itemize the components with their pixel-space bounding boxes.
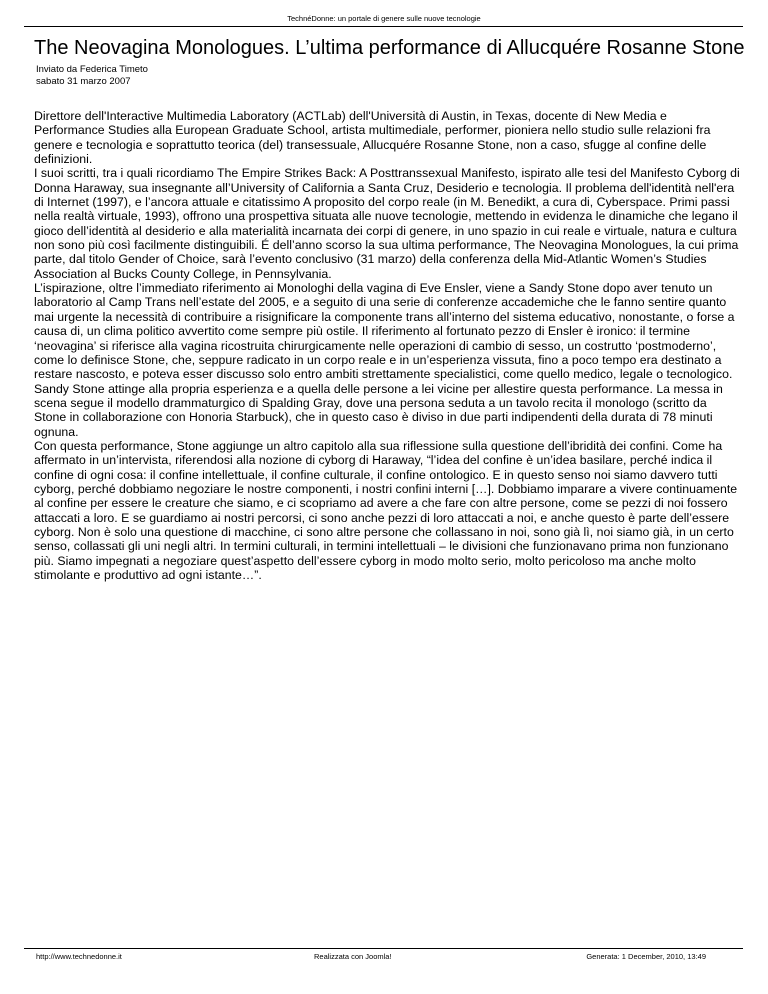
article-paragraph: Con questa performance, Stone aggiunge un altro capitolo alla sua riflessione sulla questione dell’ibridità dei confini. Come ha affermato in un’intervista, riferendosi alla nozione di cyborg di Haraway, “l’idea del confine è un’idea basilare, perché indica il confine di ogni cosa: il confine intellettuale, il confine culturale, il confine ontologico. E in questo senso noi siamo davvero tutti cyborg, perché dobbiamo negoziare le nostre componenti, i nostri confini interni […]. Dobbiamo imparare a vivere continuamente al confine per essere le creature che siamo, e ci scopriamo ad avere a che fare con altre persone, come se pezzi di noi fossero attaccati a loro. E se guardiamo ai nostri percorsi, ci sono anche pezzi di loro attaccati a noi, e anche questo è parte dell’essere cyborg. Non è solo una questione di macchine, ci sono altre persone che collassano in noi, sono già lì, noi siamo già, in un certo senso, collassati gli uni negli altri. In termini culturali, in termini intellettuali – le divisioni che funzionavano prima non funzionano più. Siamo impegnati a negoziare quest’aspetto dell’essere cyborg in modo molto serio, molto pericoloso ma anche molto stimolante e produttivo ad ogni istante…”. — [34, 438, 738, 582]
footer-credit: Realizzata con Joomla! — [314, 952, 392, 961]
article-body — [34, 109, 740, 582]
article-date: sabato 31 marzo 2007 — [36, 75, 131, 87]
article-paragraph: Direttore dell'Interactive Multimedia Laboratory (ACTLab) dell'Università di Austin, in Texas, docente di New Media e Performance Studies alla European Graduate School, artista multimediale, performer, pioniera nello studio sulle relazioni fra genere e tecnologia e soprattutto teorica (del) transessuale, Allucquére Rosanne Stone, non a caso, sfugge al confine delle definizioni. — [34, 109, 711, 167]
article-paragraph: L’ispirazione, oltre l’immediato riferimento ai Monologhi della vagina di Eve Ensler, viene a Sandy Stone dopo aver tenuto un laboratorio al Camp Trans nell’estate del 2005, e a seguito di una serie di conferenze accademiche che le fanno sentire quanto mai urgente la necessità di contribuire a risignificare la componente trans all’interno del sistema educativo, nonostante, o forse a causa di, un clima politico avvertito come sempre più ostile. Il riferimento al fortunato pezzo di Ensler è ironico: il termine ‘neovagina’ si riferisce alla vagina ricostruita chirurgicamente nelle operazioni di cambio di sesso, un costrutto ‘postmoderno’, come lo definisce Stone, che, seppure radicato in un corpo reale e in un’esperienza vissuta, fino a poco tempo era destinato a restare nascosto, e poteva esser discusso solo entro ambiti strettamente specialistici, come quello medico, legale o tecnologico. Sandy Stone attinge alla propria esperienza e a quella delle persone a lei vicine per allestire questa performance. La messa in scena segue il modello drammaturgico di Spalding Gray, dove una persona seduta a un tavolo recita il monologo (scritto da Stone in collaborazione con Honoria Starbuck), che in questo caso è diviso in due parti indipendenti della durata di 78 minuti ognuna. — [34, 281, 735, 439]
article-meta — [36, 64, 148, 87]
footer-generated-date: Generata: 1 December, 2010, 13:49 — [586, 952, 706, 961]
article-author: Inviato da Federica Timeto — [36, 64, 148, 75]
footer-site-url: http://www.technedonne.it — [36, 952, 122, 961]
article-paragraph: I suoi scritti, tra i quali ricordiamo The Empire Strikes Back: A Posttranssexual Manifesto, ispirato alle tesi del Manifesto Cyborg di Donna Haraway, sua insegnante all’University of California a Santa Cruz, Desiderio e tecnologia. Il problema dell'identità nell'era di Internet (1997), e l’ancora attuale e citatissimo A proposito del corpo reale (in M. Benedikt, a cura di, Cyberspace. Primi passi nella realtà virtuale, 1993), offrono una prospettiva situata alle nuove tecnologie, mettendo in evidenza le dinamiche che legano il gioco dell’identità al desiderio e alla materialità incarnata dei corpi di genere, in uno spazio in cui reale e virtuale, natura e cultura non sono più così facilmente distinguibili. É dell’anno scorso la sua ultima performance, The Neovagina Monologues, la cui prima parte, dal titolo Gender of Choice, sarà l’evento conclusivo (31 marzo) della conferenza della Mid-Atlantic Women’s Studies Association al Bucks County College, in Pennsylvania. — [34, 166, 740, 281]
article-title: The Neovagina Monologues. L’ultima performance di Allucquére Rosanne Stone — [34, 37, 745, 59]
site-header: TechnéDonne: un portale di genere sulle nuove tecnologie — [287, 14, 481, 23]
header-divider — [24, 26, 743, 27]
footer-divider — [24, 948, 743, 949]
